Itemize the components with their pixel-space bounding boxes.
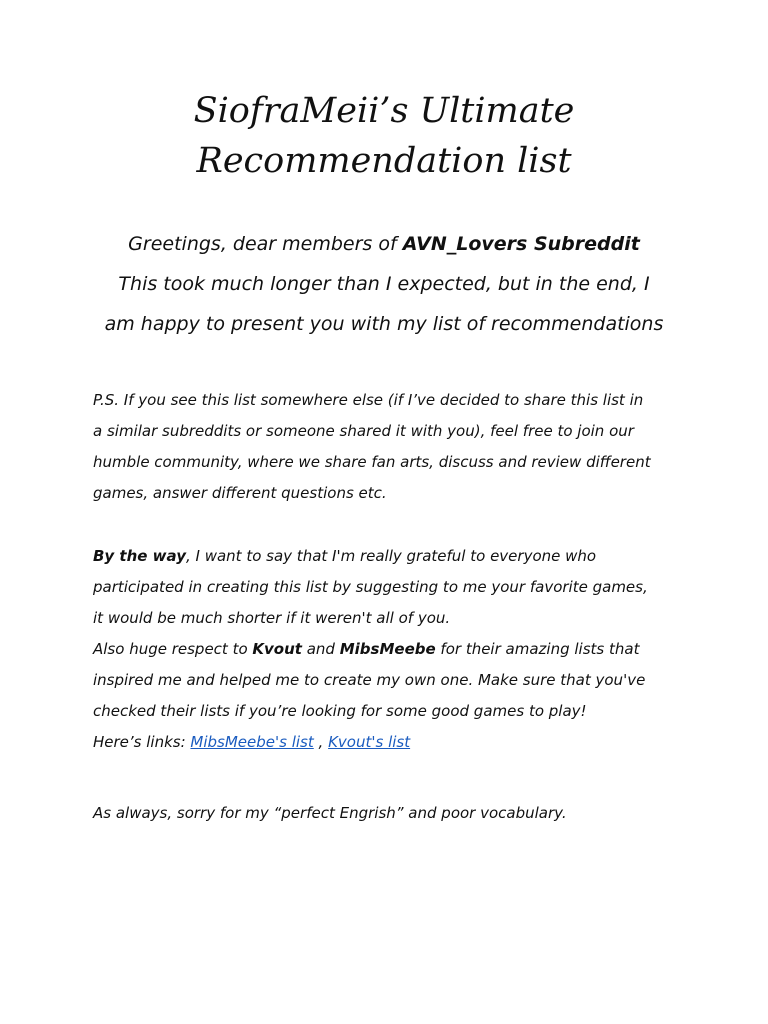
greeting-line-1 <box>60 224 708 264</box>
kvout-list-link[interactable]: Kvout's list <box>328 733 411 751</box>
apology-paragraph <box>93 798 683 829</box>
ps-paragraph <box>93 385 683 509</box>
ps-line-3: humble community, where we share fan arts, discuss and review different <box>93 453 651 471</box>
page-title <box>0 86 768 186</box>
thanks-line-1 <box>93 541 683 572</box>
respect-text-b: and <box>301 640 340 658</box>
thanks-line-2: participated in creating this list by suggesting to me your favorite games, <box>93 578 648 596</box>
links-line <box>93 727 683 758</box>
thanks-line-1-rest: , I want to say that I'm really grateful to everyone who <box>185 547 597 565</box>
ps-line-2: a similar subreddits or someone shared it with you), feel free to join our <box>93 422 634 440</box>
author-name-kvout: Kvout <box>252 640 302 658</box>
apology-line: As always, sorry for my “perfect Engrish” and poor vocabulary. <box>93 804 567 822</box>
respect-line <box>93 634 683 665</box>
greeting-prefix: Greetings, dear members of <box>128 233 403 255</box>
ps-line-1: P.S. If you see this list somewhere else (if I’ve decided to share this list in <box>93 391 644 409</box>
links-separator: , <box>313 733 329 751</box>
thanks-line-3: it would be much shorter if it weren't all of you. <box>93 609 451 627</box>
thanks-line-5: inspired me and helped me to create my own one. Make sure that you've <box>93 671 646 689</box>
greeting-line-2: This took much longer than I expected, but in the end, I <box>118 273 650 295</box>
respect-text-a: Also huge respect to <box>93 640 253 658</box>
respect-text-c: for their amazing lists that <box>435 640 640 658</box>
greeting-paragraph <box>60 224 708 344</box>
ps-line-4: games, answer different questions etc. <box>93 484 387 502</box>
by-the-way-lead: By the way <box>93 547 186 565</box>
title-line-1: SiofraMeii’s Ultimate <box>193 91 575 131</box>
thanks-line-6: checked their lists if you’re looking for some good games to play! <box>93 702 587 720</box>
links-label: Here’s links: <box>93 733 191 751</box>
thanks-paragraph <box>93 541 683 758</box>
community-name: AVN_Lovers Subreddit <box>402 233 640 255</box>
greeting-line-3: am happy to present you with my list of recommendations <box>104 313 664 335</box>
mibsmeebe-list-link[interactable]: MibsMeebe's list <box>190 733 314 751</box>
title-line-2: Recommendation list <box>196 141 572 181</box>
author-name-mibsmeebe: MibsMeebe <box>339 640 436 658</box>
